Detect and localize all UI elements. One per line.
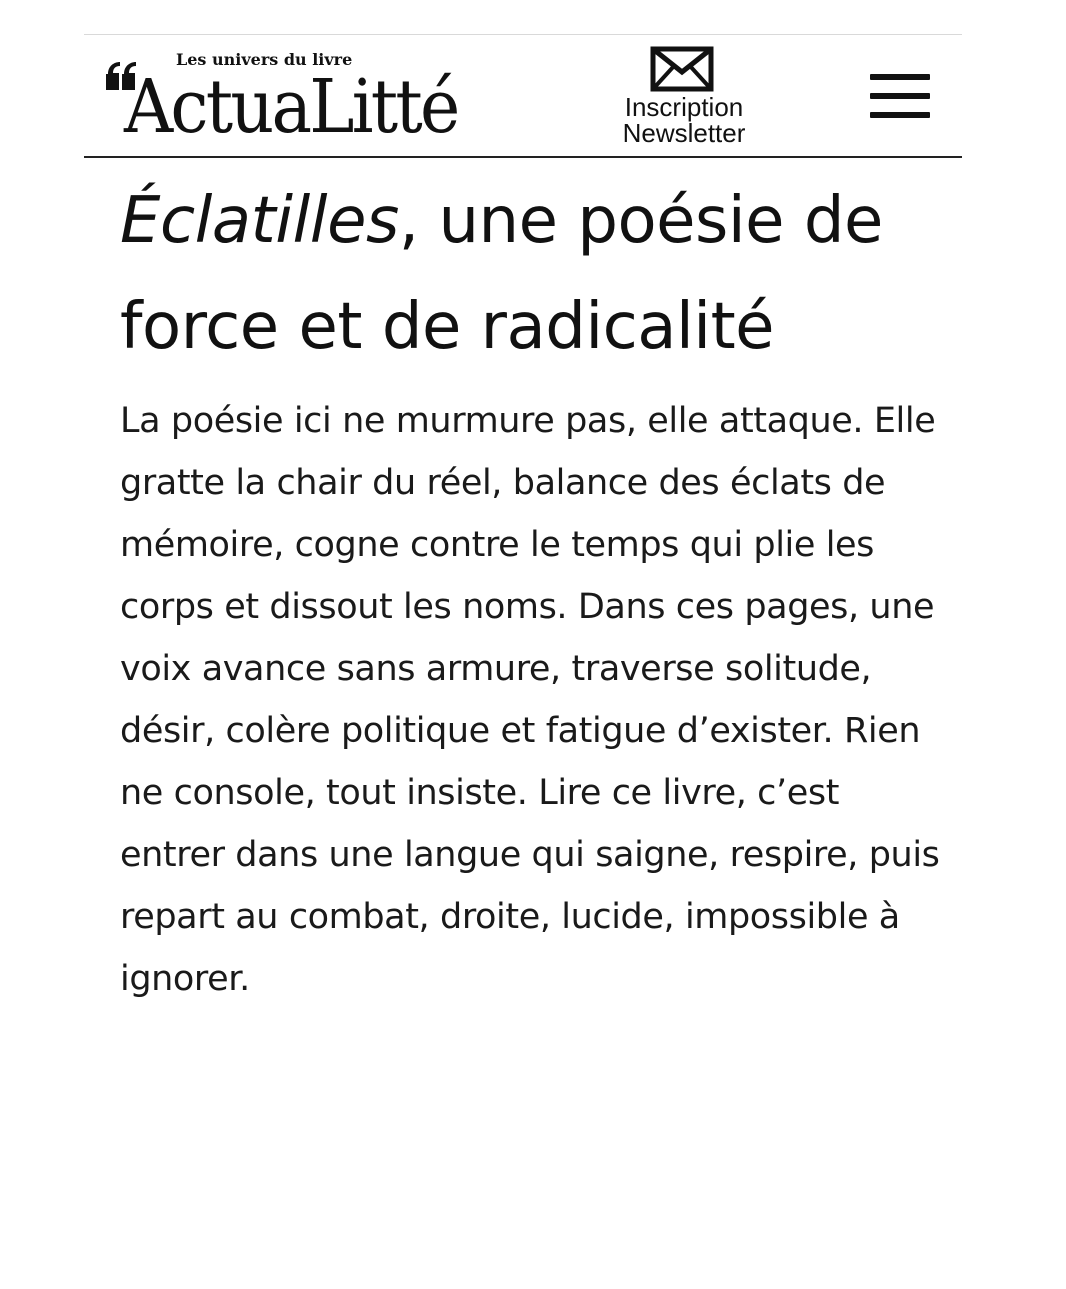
article-title (120, 168, 940, 380)
site-logo[interactable] (104, 48, 514, 148)
article-body: La poésie ici ne murmure pas, elle attaque. Elle gratte la chair du réel, balance des éclats de mémoire, cogne contre le temps qui plie les corps et dissout les noms. Dans ces pages, une voix avance sans armure, traverse solitude, désir, colère politique et fatigue d’exister. Rien ne console, tout insiste. Lire ce livre, c’est entrer dans une langue qui saigne, respire, puis repart au combat, droite, lucide, impossible à ignorer. (120, 401, 940, 999)
book-title: Éclatilles (120, 184, 399, 258)
newsletter-label-line2: Newsletter (622, 118, 746, 148)
menu-bar-bottom (870, 112, 930, 118)
newsletter-label (610, 94, 758, 146)
site-header (84, 36, 962, 156)
header-divider (84, 156, 962, 158)
menu-bar-top (870, 74, 930, 80)
hamburger-menu-icon[interactable] (868, 72, 932, 120)
logo-tagline: Les univers du livre (176, 50, 353, 69)
newsletter-label-line1: Inscription (624, 92, 744, 122)
envelope-icon (650, 46, 714, 92)
newsletter-signup-button[interactable] (610, 44, 760, 150)
top-divider (84, 34, 962, 35)
article (120, 168, 940, 1010)
menu-bar-middle (870, 93, 930, 99)
logo-wordmark: ActuaLitté (124, 64, 458, 150)
title-remainder: , une poésie de force et de radicalité (120, 184, 883, 364)
